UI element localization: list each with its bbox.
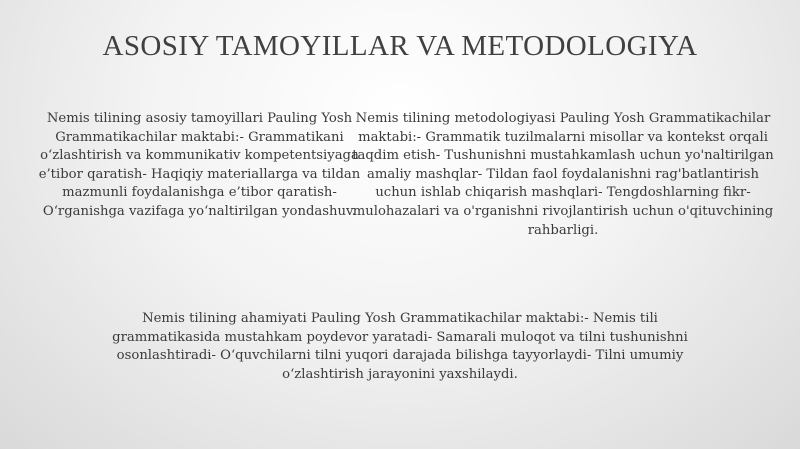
principles-text: Nemis tilining asosiy tamoyillari Pauling Yosh Grammatikachilar maktabi:- Grammatikani o‘zlashtirish va kommunikativ kompetentsiyaga e’tibor qaratish- Haqiqiy materiallarga va tildan mazmunli foydalanishga e’tibor qaratish- O‘rganishga vazifaga yo‘naltirilgan yondashuv.: [38, 111, 361, 219]
methodology-text: Nemis tilining metodologiyasi Pauling Yosh Grammatikachilar maktabi:- Grammatik tuzilmalarni misollar va kontekst orqali taqdim etish- Tushunishni mustahkamlash uchun yo'naltirilgan amaliy mashqlar- Tildan faol foydalanishni rag'batlantirish uchun ishlab chiqarish mashqlari- Tengdoshlarning fikr-mulohazalari va o'rganishni rivojlantirish uchun o'qituvchining rahbarligi.: [352, 111, 774, 238]
slide-title: ASOSIY TAMOYILLAR VA METODOLOGIYA: [102, 30, 698, 62]
importance-text: Nemis tilining ahamiyati Pauling Yosh Grammatikachilar maktabi:- Nemis tili grammatikasida mustahkam poydevor yaratadi- Samarali muloqot va tilni tushunishni osonlashtiradi- O‘quvchilarni tilni yuqori darajada bilishga tayyorlaydi- Tilni umumiy o‘zlashtirish jarayonini yaxshilaydi.: [112, 311, 688, 382]
